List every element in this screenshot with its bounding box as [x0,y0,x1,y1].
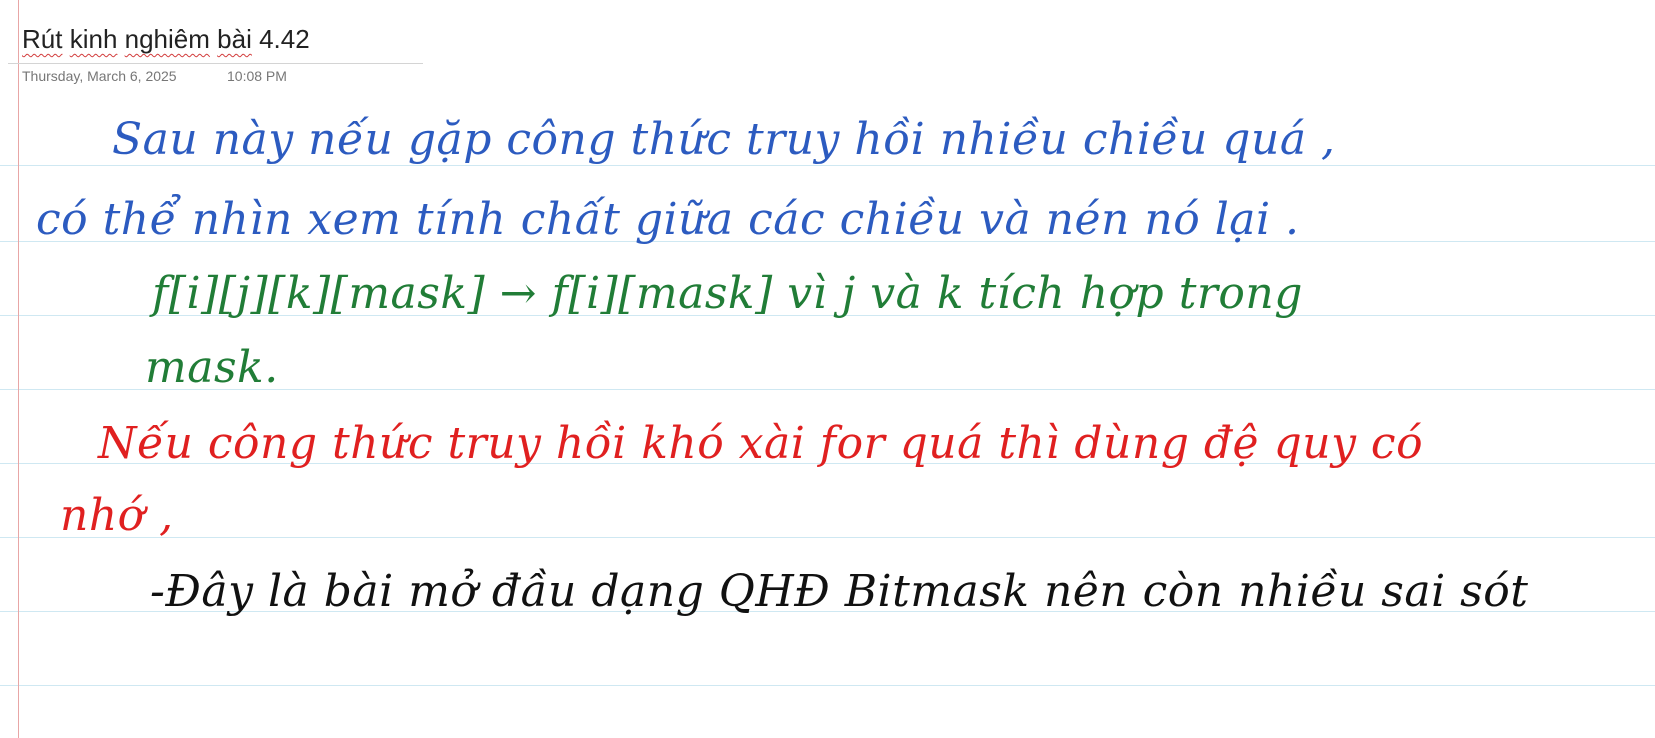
ink-line[interactable]: mask. [145,342,279,393]
page-title[interactable] [22,24,310,55]
ruled-line [0,537,1655,538]
title-separator [8,63,423,64]
ink-line[interactable]: nhớ , [60,490,174,541]
title-word: kinh [69,24,118,54]
ink-line[interactable]: -Đây là bài mở đầu dạng QHĐ Bitmask nên còn nhiều sai sót [150,566,1529,617]
ink-line[interactable]: có thể nhìn xem tính chất giữa các chiều và nén nó lại . [36,194,1300,245]
ruled-line [0,685,1655,686]
title-word: bài [217,24,252,54]
margin-line [18,0,19,738]
ink-line[interactable]: Nếu công thức truy hồi khó xài for quá thì dùng đệ quy có [98,418,1424,469]
ink-line[interactable]: f[i][j][k][mask] → f[i][mask] vì j và k tích hợp trong [152,268,1303,319]
title-word: 4.42 [259,24,310,54]
ruled-line [0,165,1655,166]
title-word: Rút [22,24,63,54]
ink-line[interactable]: Sau này nếu gặp công thức truy hồi nhiều chiều quá , [112,114,1336,165]
page-date: Thursday, March 6, 2025 [22,68,177,84]
page-time: 10:08 PM [227,68,287,84]
title-word: nghiêm [124,24,210,54]
